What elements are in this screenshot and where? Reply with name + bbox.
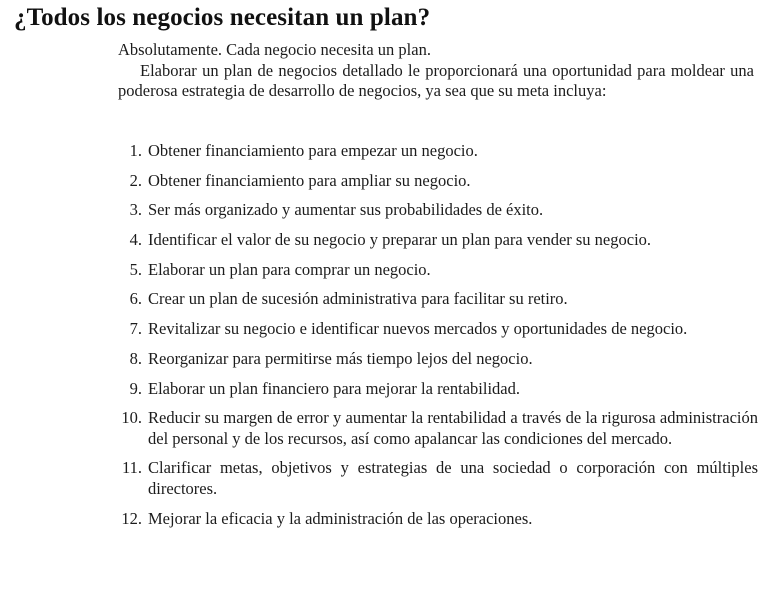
page-heading: ¿Todos los negocios necesitan un plan? [14, 4, 431, 31]
item-number: 4. [129, 230, 142, 250]
list-item [112, 289, 758, 310]
list-item [112, 141, 758, 162]
item-text: Crear un plan de sucesión administrativa para facilitar su retiro. [148, 289, 568, 309]
item-number: 8. [129, 348, 142, 368]
list-item [112, 458, 758, 499]
item-number: 1. [129, 141, 142, 160]
item-number: 5. [129, 259, 142, 279]
item-number: 2. [129, 170, 142, 190]
item-number: 10. [121, 408, 142, 428]
item-number: 9. [129, 378, 142, 398]
item-text: Revitalizar su negocio e identificar nuevos mercados y oportunidades de negocio. [148, 319, 688, 339]
intro-paragraph: Elaborar un plan de negocios detallado le proporcionará una oportunidad para moldear una poderosa estrategia de desarrollo de negocios, ya sea que su meta incluya: [118, 60, 754, 100]
item-number: 12. [121, 508, 142, 528]
list-item [112, 171, 758, 192]
item-number: 7. [129, 319, 142, 339]
item-number: 6. [129, 289, 142, 309]
item-text: Reducir su margen de error y aumentar la rentabilidad a través de la rigurosa administración del personal y de los recursos, así como apalancar las condiciones del mercado. [148, 408, 758, 448]
list-item [112, 200, 758, 221]
item-text: Mejorar la eficacia y la administración de las operaciones. [148, 508, 533, 528]
item-text: Clarificar metas, objetivos y estrategias de una sociedad o corporación con múltiples directores. [148, 458, 758, 498]
intro-line: Absolutamente. Cada negocio necesita un plan. [118, 40, 431, 59]
list-item [112, 230, 758, 251]
item-number: 3. [129, 200, 142, 220]
list-item [112, 349, 758, 370]
list-item [112, 379, 758, 400]
goals-list [112, 141, 758, 538]
item-text: Identificar el valor de su negocio y preparar un plan para vender su negocio. [148, 230, 652, 250]
item-text: Elaborar un plan financiero para mejorar la rentabilidad. [148, 378, 520, 398]
item-text: Obtener financiamiento para ampliar su negocio. [148, 170, 471, 190]
list-item [112, 260, 758, 281]
item-text: Elaborar un plan para comprar un negocio. [148, 259, 431, 279]
item-text: Ser más organizado y aumentar sus probabilidades de éxito. [148, 200, 544, 220]
list-item [112, 408, 758, 449]
list-item [112, 509, 758, 530]
item-number: 11. [121, 458, 142, 478]
item-text: Obtener financiamiento para empezar un negocio. [148, 141, 478, 160]
item-text: Reorganizar para permitirse más tiempo lejos del negocio. [148, 348, 533, 368]
intro-text [118, 40, 754, 102]
list-item [112, 319, 758, 340]
